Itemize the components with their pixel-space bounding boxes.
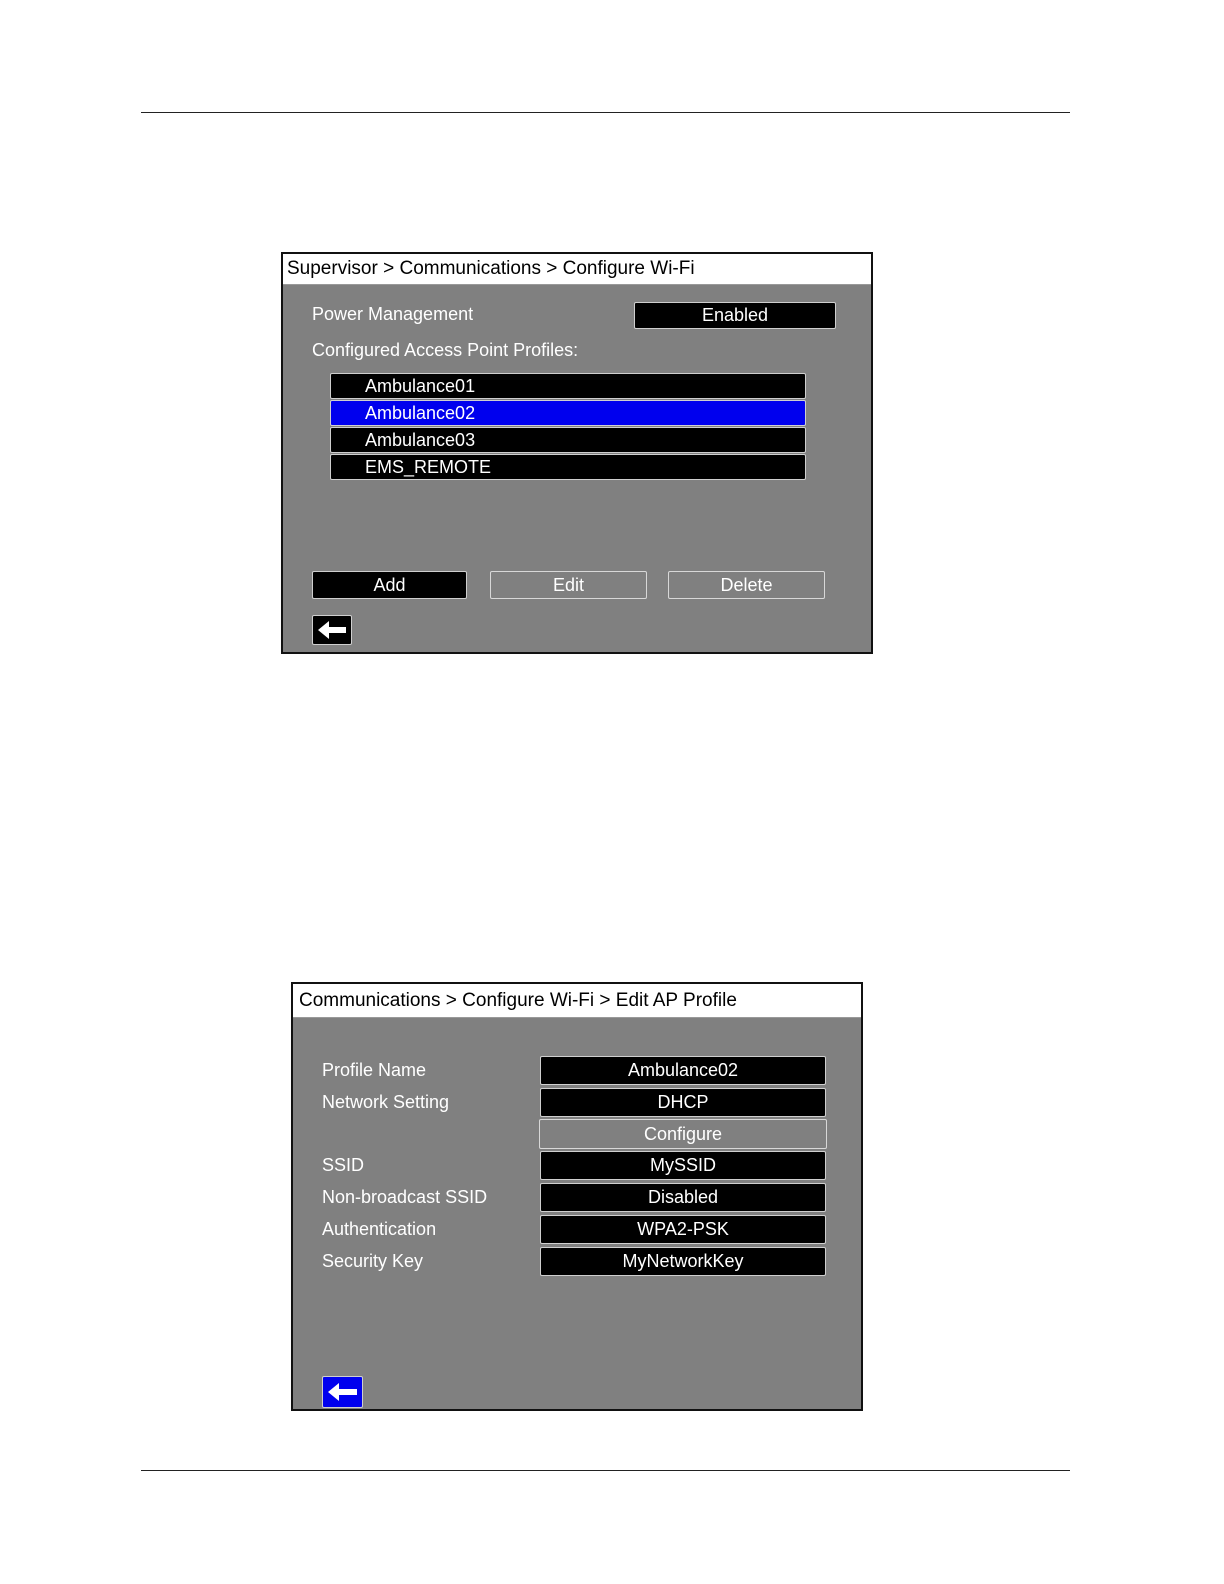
page-header-rule <box>141 112 1070 113</box>
profile-name-field[interactable]: Ambulance02 <box>540 1056 826 1085</box>
left-arrow-icon <box>313 616 351 644</box>
page-footer-rule <box>141 1470 1070 1471</box>
profiles-label: Configured Access Point Profiles: <box>312 340 579 360</box>
edit-button[interactable]: Edit <box>490 571 647 599</box>
add-button[interactable]: Add <box>312 571 467 599</box>
delete-button[interactable]: Delete <box>668 571 825 599</box>
non-broadcast-ssid-field[interactable]: Disabled <box>540 1183 826 1212</box>
breadcrumb: Communications > Configure Wi-Fi > Edit AP Profile <box>293 984 861 1018</box>
list-item-ambulance03[interactable]: Ambulance03 <box>330 427 806 453</box>
edit-ap-profile-screen <box>291 982 863 1411</box>
left-arrow-icon <box>323 1377 362 1407</box>
back-button[interactable] <box>322 1376 363 1408</box>
authentication-field[interactable]: WPA2-PSK <box>540 1215 826 1244</box>
configure-button[interactable]: Configure <box>539 1119 827 1149</box>
ssid-field[interactable]: MySSID <box>540 1151 826 1180</box>
list-item-ems-remote[interactable]: EMS_REMOTE <box>330 454 806 480</box>
power-management-label: Power Management <box>312 304 474 324</box>
authentication-label: Authentication <box>322 1219 437 1239</box>
breadcrumb: Supervisor > Communications > Configure Wi-Fi <box>283 254 871 285</box>
power-management-field[interactable]: Enabled <box>634 302 836 329</box>
configure-wifi-screen <box>281 252 873 654</box>
non-broadcast-ssid-label: Non-broadcast SSID <box>322 1187 488 1207</box>
ssid-label: SSID <box>322 1155 365 1175</box>
security-key-label: Security Key <box>322 1251 424 1271</box>
list-item-ambulance02[interactable]: Ambulance02 <box>330 400 806 426</box>
security-key-field[interactable]: MyNetworkKey <box>540 1247 826 1276</box>
profile-name-label: Profile Name <box>322 1060 427 1080</box>
network-setting-field[interactable]: DHCP <box>540 1088 826 1117</box>
list-item-ambulance01[interactable]: Ambulance01 <box>330 373 806 399</box>
back-button[interactable] <box>312 615 352 645</box>
network-setting-label: Network Setting <box>322 1092 450 1112</box>
